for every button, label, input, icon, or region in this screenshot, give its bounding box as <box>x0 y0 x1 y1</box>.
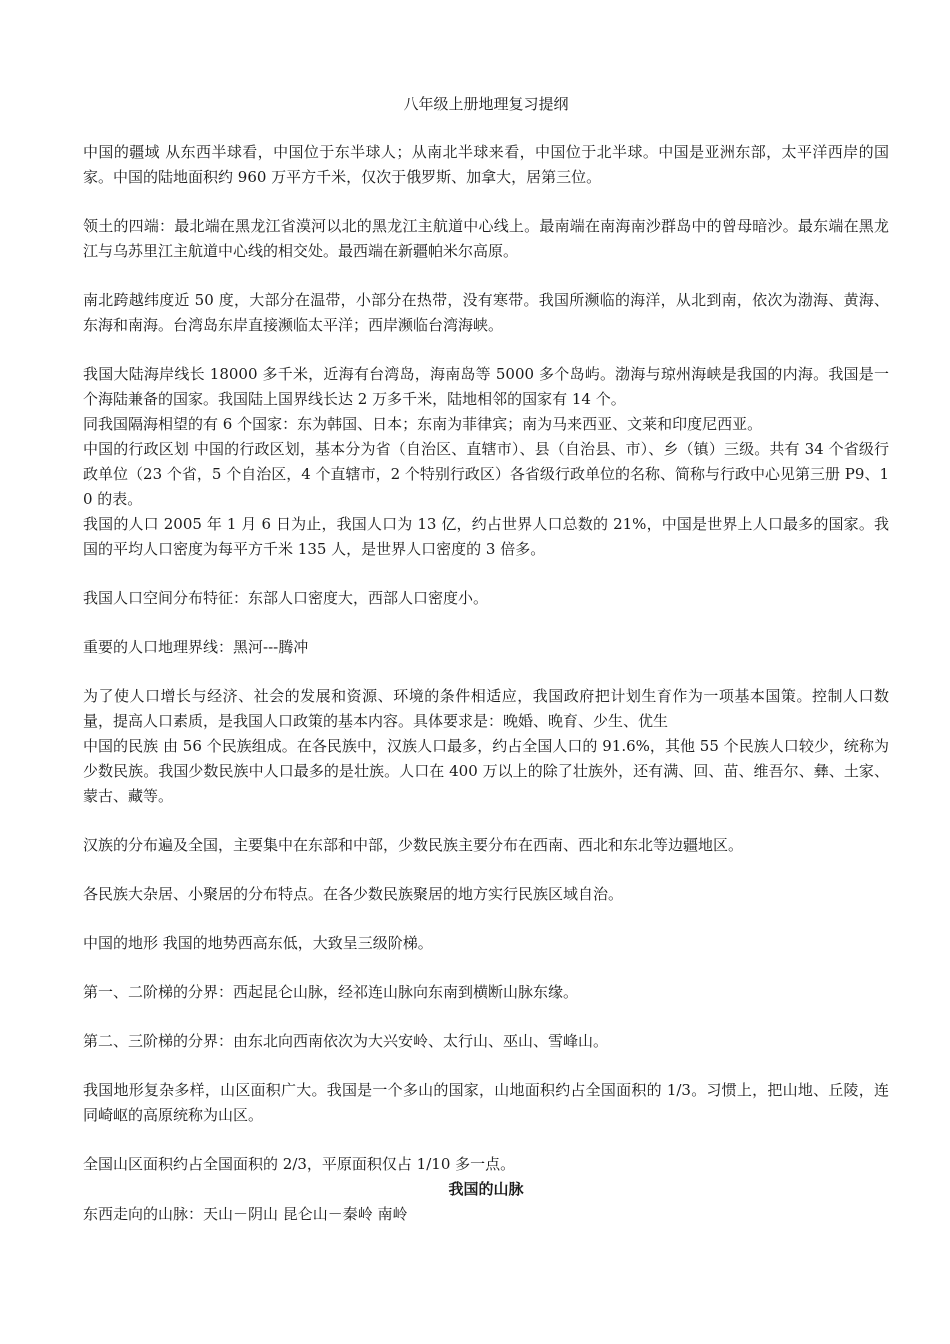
section-heading-mountains: 我国的山脉 <box>448 1180 524 1198</box>
document-title: 八年级上册地理复习提纲 <box>403 95 569 113</box>
paragraph-coastline: 我国大陆海岸线长 18000 多千米，近海有台湾岛，海南岛等 5000 多个岛屿。渤海与琼州海峡是我国的内海。我国是一个海陆兼备的国家。我国陆上国界线长达 2 万多千米，陆地相邻的国家有 14 个。 <box>83 365 889 408</box>
paragraph-terrain: 中国的地形 我国的地势西高东低，大致呈三级阶梯。 <box>83 934 433 952</box>
paragraph-mountain-area: 我国地形复杂多样，山区面积广大。我国是一个多山的国家，山地面积约占全国面积的 1/3。习惯上，把山地、丘陵，连同崎岖的高原统称为山区。 <box>83 1081 889 1124</box>
paragraph-ethnic-distribution: 汉族的分布遍及全国，主要集中在东部和中部，少数民族主要分布在西南、西北和东北等边疆地区。 <box>83 836 744 854</box>
paragraph-ethnic-groups: 中国的民族 由 56 个民族组成。在各民族中，汉族人口最多，约占全国人口的 91.6%，其他 55 个民族人口较少，统称为少数民族。我国少数民族中人口最多的是壮族。人口在 400 万以上的除了壮族外，还有满、回、苗、维吾尔、彝、土家、蒙古、藏等。 <box>83 737 889 805</box>
paragraph-administrative-divisions: 中国的行政区划 中国的行政区划，基本分为省（自治区、直辖市）、县（自治县、市）、乡（镇）三级。共有 34 个省级行政单位（23 个省，5 个自治区，4 个直辖市，2 个特别行政区）各省级行政单位的名称、简称与行政中心见第三册 P9、10 的表。 <box>83 440 889 508</box>
paragraph-mountain-ratio: 全国山区面积约占全国面积的 2/3，平原面积仅占 1/10 多一点。 <box>83 1155 516 1173</box>
paragraph-step-one-two: 第一、二阶梯的分界：西起昆仑山脉，经祁连山脉向东南到横断山脉东缘。 <box>83 983 579 1001</box>
paragraph-territory: 中国的疆域 从东西半球看，中国位于东半球人；从南北半球来看，中国位于北半球。中国是亚洲东部，太平洋西岸的国家。中国的陆地面积约 960 万平方千米，仅次于俄罗斯、加拿大，居第三位。 <box>83 143 889 186</box>
paragraph-step-two-three: 第二、三阶梯的分界：由东北向西南依次为大兴安岭、太行山、巫山、雪峰山。 <box>83 1032 609 1050</box>
paragraph-population: 我国的人口 2005 年 1 月 6 日为止，我国人口为 13 亿，约占世界人口总数的 21%，中国是世界上人口最多的国家。我国的平均人口密度为每平方千米 135 人，是世界人口密度的 3 倍多。 <box>83 515 889 558</box>
paragraph-population-line: 重要的人口地理界线：黑河---腾冲 <box>83 638 309 656</box>
paragraph-ethnic-autonomy: 各民族大杂居、小聚居的分布特点。在各少数民族聚居的地方实行民族区域自治。 <box>83 885 624 903</box>
paragraph-four-extremes: 领土的四端：最北端在黑龙江省漠河以北的黑龙江主航道中心线上。最南端在南海南沙群岛中的曾母暗沙。最东端在黑龙江与乌苏里江主航道中心线的相交处。最西端在新疆帕米尔高原。 <box>83 217 889 260</box>
paragraph-population-distribution: 我国人口空间分布特征：东部人口密度大，西部人口密度小。 <box>83 589 489 607</box>
paragraph-latitude-seas: 南北跨越纬度近 50 度，大部分在温带，小部分在热带，没有寒带。我国所濒临的海洋，从北到南，依次为渤海、黄海、东海和南海。台湾岛东岸直接濒临太平洋；西岸濒临台湾海峡。 <box>83 291 889 334</box>
paragraph-family-planning: 为了使人口增长与经济、社会的发展和资源、环境的条件相适应，我国政府把计划生育作为一项基本国策。控制人口数量，提高人口素质，是我国人口政策的基本内容。具体要求是：晚婚、晚育、少生、优生 <box>83 687 889 730</box>
paragraph-sea-neighbors: 同我国隔海相望的有 6 个国家：东为韩国、日本；东南为菲律宾；南为马来西亚、文莱和印度尼西亚。 <box>83 415 763 433</box>
document-page <box>83 92 889 1227</box>
paragraph-east-west-mountains: 东西走向的山脉：天山－阴山 昆仑山－秦岭 南岭 <box>83 1205 408 1223</box>
